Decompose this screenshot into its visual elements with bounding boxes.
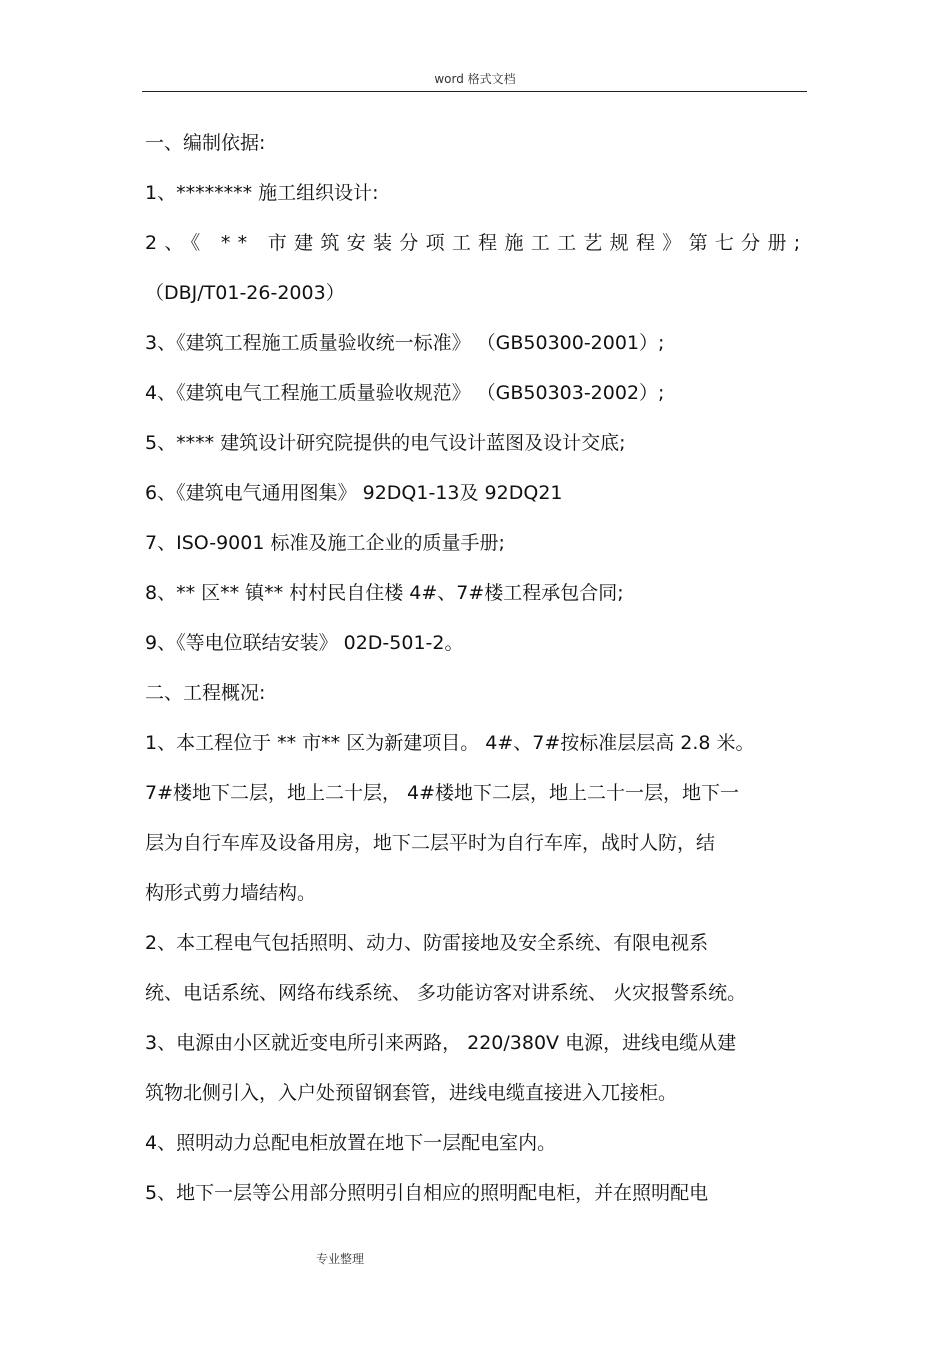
overview-paragraph-4: 4、照明动力总配电柜放置在地下一层配电室内。: [145, 1132, 557, 1154]
overview-paragraph-1-line-3: 层为自行车库及设备用房，地下二层平时为自行车库，战时人防，结: [145, 832, 716, 854]
basis-item-4: 4、《建筑电气工程施工质量验收规范》 （GB50303-2002）;: [145, 382, 665, 404]
basis-item-3: 3、《建筑工程施工质量验收统一标准》 （GB50300-2001）;: [145, 332, 665, 354]
overview-paragraph-3-line-2: 筑物北侧引入，入户处预留钢套管，进线电缆直接进入兀接柜。: [145, 1082, 678, 1104]
basis-item-7: 7、ISO-9001 标准及施工企业的质量手册;: [145, 532, 505, 554]
overview-paragraph-3-line-1: 3、电源由小区就近变电所引来两路， 220/380V 电源，进线电缆从建: [145, 1032, 737, 1054]
overview-paragraph-1-line-4: 构形式剪力墙结构。: [145, 882, 317, 904]
overview-paragraph-2-line-2: 统、电话系统、网络布线系统、 多功能访客对讲系统、 火灾报警系统。: [145, 982, 747, 1004]
basis-item-2-code: （DBJ/T01-26-2003）: [145, 282, 345, 304]
document-body: [145, 118, 813, 1218]
basis-item-6: 6、《建筑电气通用图集》 92DQ1-13及 92DQ21: [145, 482, 563, 504]
basis-item-1: 1、******** 施工组织设计:: [145, 182, 379, 204]
page-footer: 专业整理: [315, 1252, 364, 1266]
header-divider: [142, 91, 807, 92]
overview-paragraph-2-line-1: 2、本工程电气包括照明、动力、防雷接地及安全系统、有限电视系: [145, 932, 709, 954]
overview-paragraph-1-line-2: 7#楼地下二层，地上二十层， 4#楼地下二层，地上二十一层，地下一: [145, 782, 740, 804]
overview-paragraph-5-line-1: 5、地下一层等公用部分照明引自相应的照明配电柜，并在照明配电: [145, 1182, 709, 1204]
overview-paragraph-1-line-1: 1、本工程位于 ** 市** 区为新建项目。 4#、7#按标准层层高 2.8 米。: [145, 732, 755, 754]
basis-item-5: 5、**** 建筑设计研究院提供的电气设计蓝图及设计交底;: [145, 432, 626, 454]
section-heading-overview: 二、工程概况:: [145, 682, 266, 704]
section-heading-basis: 一、编制依据:: [145, 132, 266, 154]
basis-item-2: 2、《 ** 市建筑安装分项工程施工工艺规程》第七分册;: [145, 232, 808, 254]
basis-item-9: 9、《等电位联结安装》 02D-501-2。: [145, 632, 464, 654]
basis-item-8: 8、** 区** 镇** 村村民自住楼 4#、7#楼工程承包合同;: [145, 582, 624, 604]
page-header: word 格式文档: [434, 72, 516, 86]
